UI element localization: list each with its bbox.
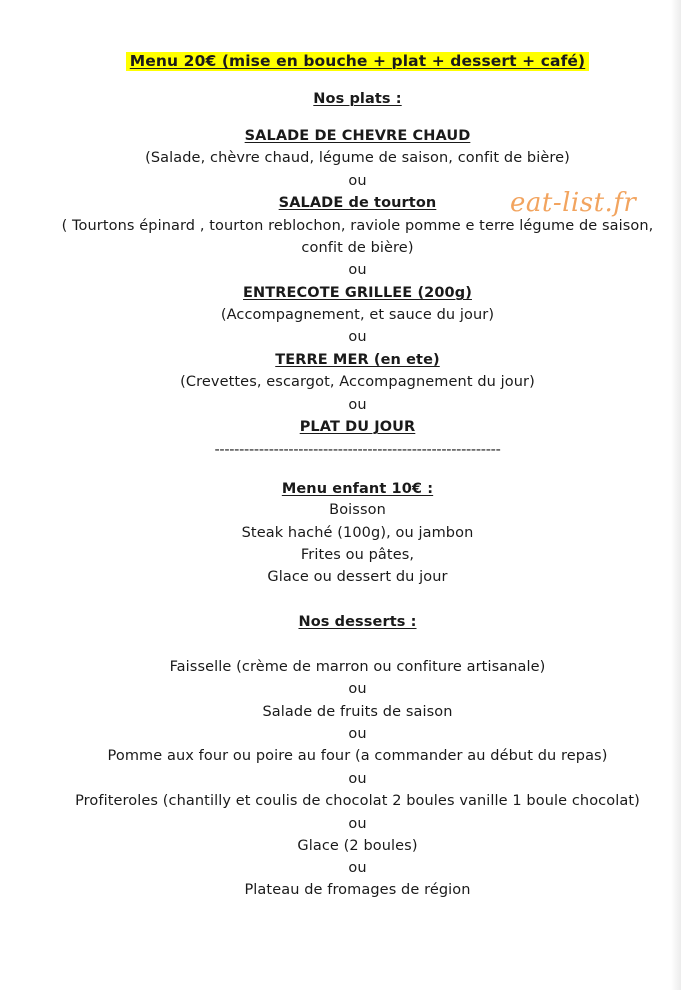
dish-name: SALADE DE CHEVRE CHAUD (244, 128, 471, 144)
dish-description: ( Tourtons épinard , tourton reblochon, raviole pomme e terre légume de saison, (61, 218, 654, 234)
dish-description: (Accompagnement, et sauce du jour) (220, 307, 495, 323)
or-separator: ou (348, 329, 367, 345)
dish-name: ENTRECOTE GRILLEE (200g) (243, 285, 472, 301)
or-separator: ou (348, 173, 367, 189)
menu-title: Menu 20€ (mise en bouche + plat + dessert + café) (126, 52, 589, 71)
enfant-heading: Menu enfant 10€ : (281, 481, 434, 497)
or-separator: ou (348, 397, 367, 413)
dish-description: (Crevettes, escargot, Accompagnement du jour) (180, 374, 535, 390)
dessert-item: Pomme aux four ou poire au four (a commander au début du repas) (107, 748, 608, 764)
menu-title-row (0, 49, 681, 73)
dish-description: (Salade, chèvre chaud, légume de saison, confit de bière) (145, 150, 570, 166)
dish-name: TERRE MER (en ete) (275, 352, 440, 368)
page-edge-shadow (671, 0, 681, 990)
dessert-item: Profiteroles (chantilly et coulis de chocolat 2 boules vanille 1 boule chocolat) (75, 793, 640, 809)
or-separator: ou (348, 860, 367, 876)
dessert-item: Faisselle (crème de marron ou confiture artisanale) (169, 659, 546, 675)
or-separator: ou (348, 771, 367, 787)
plats-heading: Nos plats : (313, 91, 402, 107)
dessert-item: Glace (2 boules) (297, 838, 418, 854)
desserts-heading: Nos desserts : (298, 614, 417, 630)
watermark: eat-list.fr (510, 188, 637, 218)
enfant-item: Steak haché (100g), ou jambon (241, 525, 474, 541)
or-separator: ou (348, 681, 367, 697)
dish-name: SALADE de tourton (278, 195, 437, 211)
dessert-item: Plateau de fromages de région (244, 882, 471, 898)
or-separator: ou (348, 816, 367, 832)
enfant-item: Glace ou dessert du jour (267, 569, 448, 585)
or-separator: ou (348, 262, 367, 278)
section-divider: ---------------------------------------------------------- (214, 442, 501, 458)
dish-name: PLAT DU JOUR (299, 419, 416, 435)
dessert-item: Salade de fruits de saison (262, 704, 453, 720)
or-separator: ou (348, 726, 367, 742)
enfant-item: Boisson (329, 502, 386, 518)
enfant-item: Frites ou pâtes, (300, 547, 415, 563)
dish-description: confit de bière) (301, 240, 414, 256)
